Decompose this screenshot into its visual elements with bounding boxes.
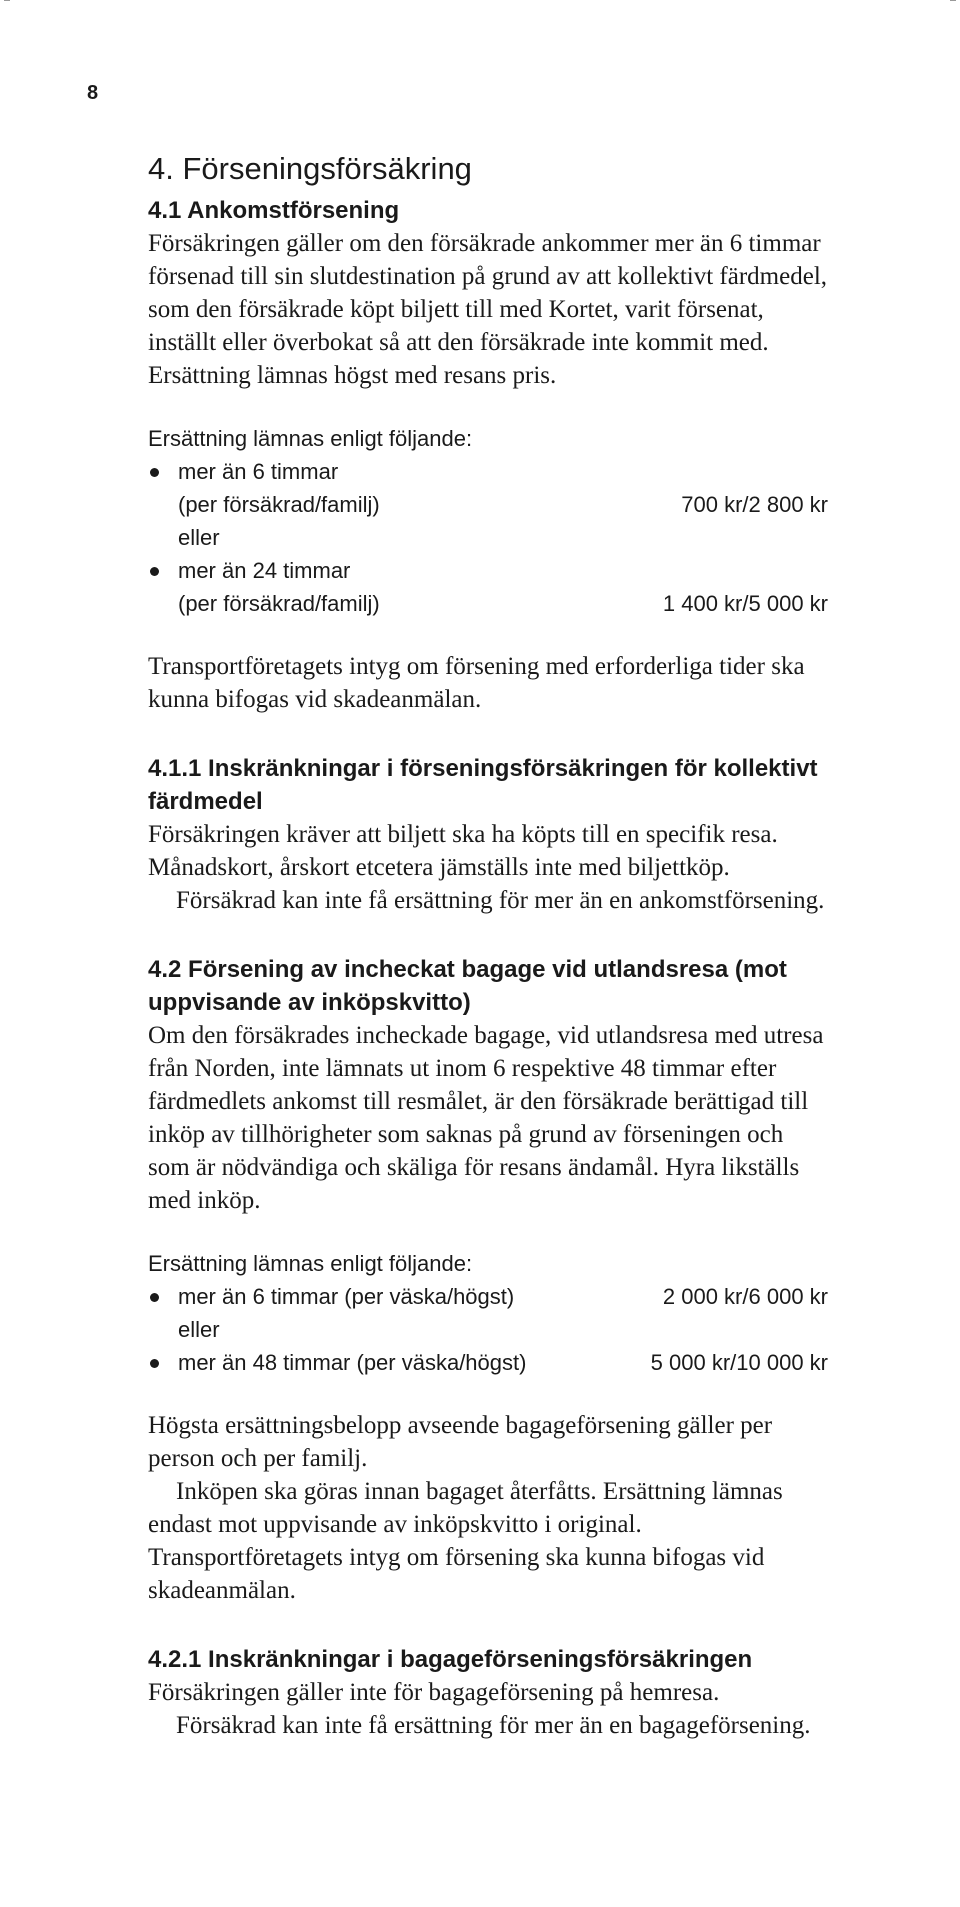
compensation-amount: 1 400 kr/5 000 kr (662, 591, 828, 616)
baggage-label: mer än 6 timmar (per väska/högst) (178, 1284, 515, 1309)
paragraph-4-2-intro: Om den försäkrades incheckade bagage, vid utlandsresa med utresa från Norden, inte lämnats ut inom 6 respektive 48 timmar efter färdmedlets ankomst till resmålet, är den försäkrade berättigad till inköp av tillhörigheter som saknas på grund av förseningen och som är nödvändiga och skäliga för resans ändamål. Hyra likställs med inköp. (148, 1022, 824, 1214)
compensation-label: mer än 24 timmar (178, 558, 351, 583)
compensation-row-6h-detail (148, 488, 828, 521)
paragraph-4-2-1-home: Försäkringen gäller inte för bagageförsening på hemresa. (148, 1679, 720, 1706)
compensation-sublabel: (per försäkrad/familj) (178, 492, 380, 517)
bullet-icon (148, 455, 178, 488)
compensation-row-6h (148, 455, 828, 488)
or-label: eller (178, 1317, 220, 1342)
heading-4-1: 4.1 Ankomstförsening (148, 197, 400, 224)
crop-mark-right (950, 0, 956, 1)
or-row (148, 521, 828, 554)
paragraph-4-1-intro: Försäkringen gäller om den försäkrade ankommer mer än 6 timmar försenad till sin slutdestination på grund av att kollektivt färdmedel, som den försäkrade köpt biljett till med Kortet, varit försenat, inställt eller överbokat så att den försäkrade inte kommit med. Ersättning lämnas högst med resans pris. (148, 230, 828, 389)
crop-mark-left (4, 0, 10, 1)
paragraph-4-1-certificate: Transportföretagets intyg om försening med erforderliga tider ska kunna bifogas vid skadeanmälan. (148, 653, 805, 713)
compensation-row-24h (148, 554, 828, 587)
compensation-amount: 700 kr/2 800 kr (681, 492, 828, 517)
baggage-amount: 2 000 kr/6 000 kr (662, 1284, 828, 1309)
baggage-row-6h (148, 1280, 828, 1313)
baggage-row-48h (148, 1346, 828, 1379)
compensation-row-24h-detail (148, 587, 828, 620)
bullet-icon (148, 1280, 178, 1313)
bullet-icon (148, 554, 178, 587)
baggage-label: mer än 48 timmar (per väska/högst) (178, 1350, 527, 1375)
compensation-label: mer än 6 timmar (178, 459, 339, 484)
page-number: 8 (87, 82, 99, 104)
bullet-icon (148, 1346, 178, 1379)
or-row (148, 1313, 828, 1346)
section-title: 4. Förseningsförsäkring (148, 151, 472, 186)
paragraph-4-2-1-limit: Försäkrad kan inte få ersättning för mer än en bagageförsening. (176, 1712, 811, 1739)
heading-4-2: 4.2 Försening av incheckat bagage vid utlandsresa (mot uppvisande av inköpskvitto) (148, 956, 787, 1016)
or-label: eller (178, 525, 220, 550)
compensation-intro-4-2: Ersättning lämnas enligt följande: (148, 1251, 473, 1276)
baggage-amount: 5 000 kr/10 000 kr (650, 1350, 828, 1375)
compensation-intro-4-1: Ersättning lämnas enligt följande: (148, 426, 473, 451)
document-body (148, 150, 828, 1742)
compensation-sublabel: (per försäkrad/familj) (178, 591, 380, 616)
heading-4-1-1: 4.1.1 Inskränkningar i förseningsförsäkringen för kollektivt färdmedel (148, 755, 818, 815)
paragraph-4-1-1-ticket: Försäkringen kräver att biljett ska ha köpts till en specifik resa. Månadskort, årskort etcetera jämställs inte med biljettköp. (148, 821, 778, 881)
heading-4-2-1: 4.2.1 Inskränkningar i bagageförseningsförsäkringen (148, 1646, 753, 1673)
paragraph-4-2-max: Högsta ersättningsbelopp avseende bagageförsening gäller per person och per familj. (148, 1412, 773, 1472)
paragraph-4-1-1-limit: Försäkrad kan inte få ersättning för mer än en ankomstförsening. (176, 887, 825, 914)
paragraph-4-2-purchase: Inköpen ska göras innan bagaget återfåtts. Ersättning lämnas endast mot uppvisande av inköpskvitto i original. Transportföretagets intyg om försening ska kunna bifogas vid skadeanmälan. (148, 1478, 783, 1604)
